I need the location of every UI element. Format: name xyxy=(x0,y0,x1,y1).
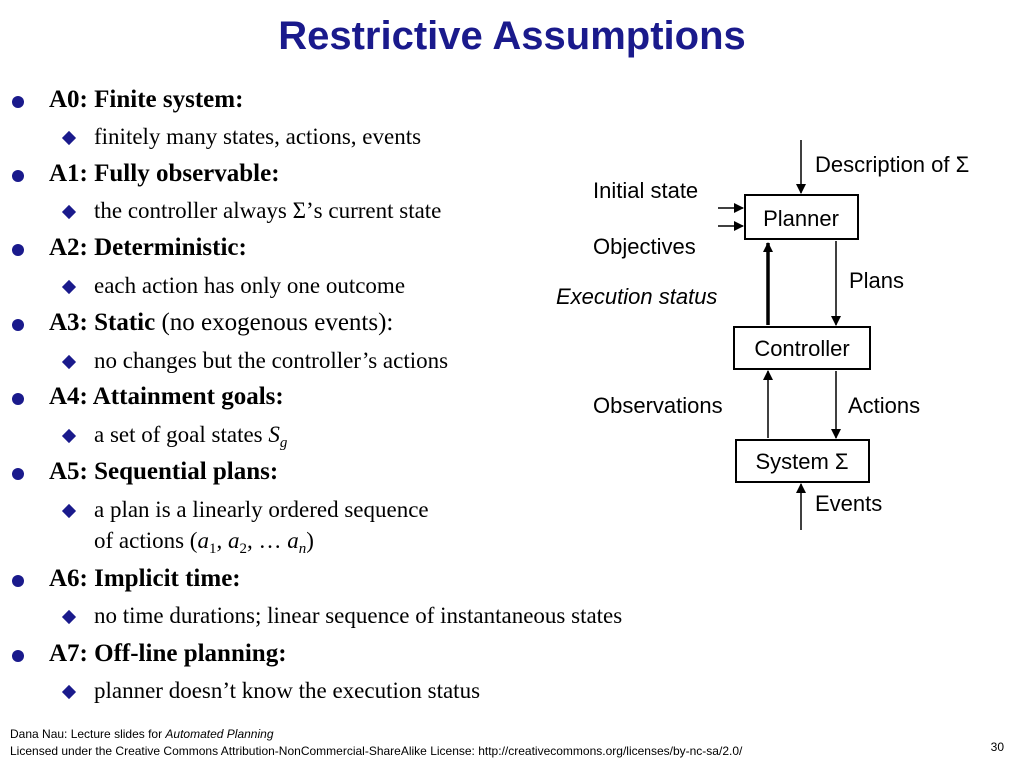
assumption-detail: no changes but the controller’s actions xyxy=(94,348,449,373)
diamond-bullet-icon xyxy=(62,685,76,699)
slide-title: Restrictive Assumptions xyxy=(278,14,746,58)
assumption-label: A0: Finite system: xyxy=(49,86,244,113)
bullet-icon xyxy=(12,393,24,405)
assumption-detail: a plan is a linearly ordered sequence xyxy=(94,497,429,522)
plans-label: Plans xyxy=(849,268,905,293)
footer-credit: Dana Nau: Lecture slides for Automated Planning xyxy=(10,727,274,741)
bullet-icon xyxy=(12,96,24,108)
page-number: 30 xyxy=(990,740,1004,754)
footer xyxy=(10,726,742,760)
assumption-detail: each action has only one outcome xyxy=(94,273,406,298)
goal-set-symbol: S xyxy=(268,422,280,447)
assumption-label: A1: Fully observable: xyxy=(49,160,280,187)
assumption-detail: the controller always Σ’s current state xyxy=(94,198,442,223)
observations-label: Observations xyxy=(593,393,723,418)
objectives-label: Objectives xyxy=(593,234,696,259)
diamond-bullet-icon xyxy=(62,205,76,219)
book-title: Automated Planning xyxy=(165,727,274,741)
bullet-icon xyxy=(12,319,24,331)
system-label: System Σ xyxy=(755,449,849,474)
bullet-icon xyxy=(12,170,24,182)
description-label: Description of Σ xyxy=(815,152,970,177)
execution-status-label: Execution status xyxy=(556,284,718,309)
assumption-label: A7: Off-line planning: xyxy=(49,640,287,667)
diamond-bullet-icon xyxy=(62,504,76,518)
action-sequence: of actions ($a_1$, $a_2$, … $a_n$) xyxy=(94,528,314,557)
assumption-label: A2: Deterministic: xyxy=(49,234,247,261)
diamond-bullet-icon xyxy=(62,280,76,294)
planning-model-diagram xyxy=(550,130,1020,540)
diamond-bullet-icon xyxy=(62,610,76,624)
diamond-bullet-icon xyxy=(62,355,76,369)
controller-label: Controller xyxy=(754,336,850,361)
assumption-detail: a set of goal states $S_g$ xyxy=(94,422,288,451)
assumption-label: A3: Static xyxy=(49,309,156,336)
planner-label: Planner xyxy=(763,206,839,231)
bullet-icon xyxy=(12,650,24,662)
diamond-bullet-icon xyxy=(62,429,76,443)
bullet-icon xyxy=(12,575,24,587)
bullet-icon xyxy=(12,468,24,480)
assumption-note: (no exogenous events): xyxy=(155,309,394,336)
assumption-label: A6: Implicit time: xyxy=(49,565,241,592)
bullet-icon xyxy=(12,244,24,256)
assumption-detail: planner doesn’t know the execution status xyxy=(94,678,481,703)
assumption-detail: no time durations; linear sequence of instantaneous states xyxy=(94,603,623,628)
assumption-label: A4: Attainment goals: xyxy=(49,383,284,410)
initial-state-label: Initial state xyxy=(593,178,699,203)
goal-set-subscript: g xyxy=(279,435,288,451)
footer-license: Licensed under the Creative Commons Attribution-NonCommercial-ShareAlike License: http://creativecommons.org/licenses/by-nc-sa/2.0/ xyxy=(10,744,743,758)
events-label: Events xyxy=(815,491,883,516)
assumption-detail: finitely many states, actions, events xyxy=(94,124,422,149)
diamond-bullet-icon xyxy=(62,131,76,145)
assumption-label: A5: Sequential plans: xyxy=(49,458,279,485)
actions-label: Actions xyxy=(848,393,921,418)
